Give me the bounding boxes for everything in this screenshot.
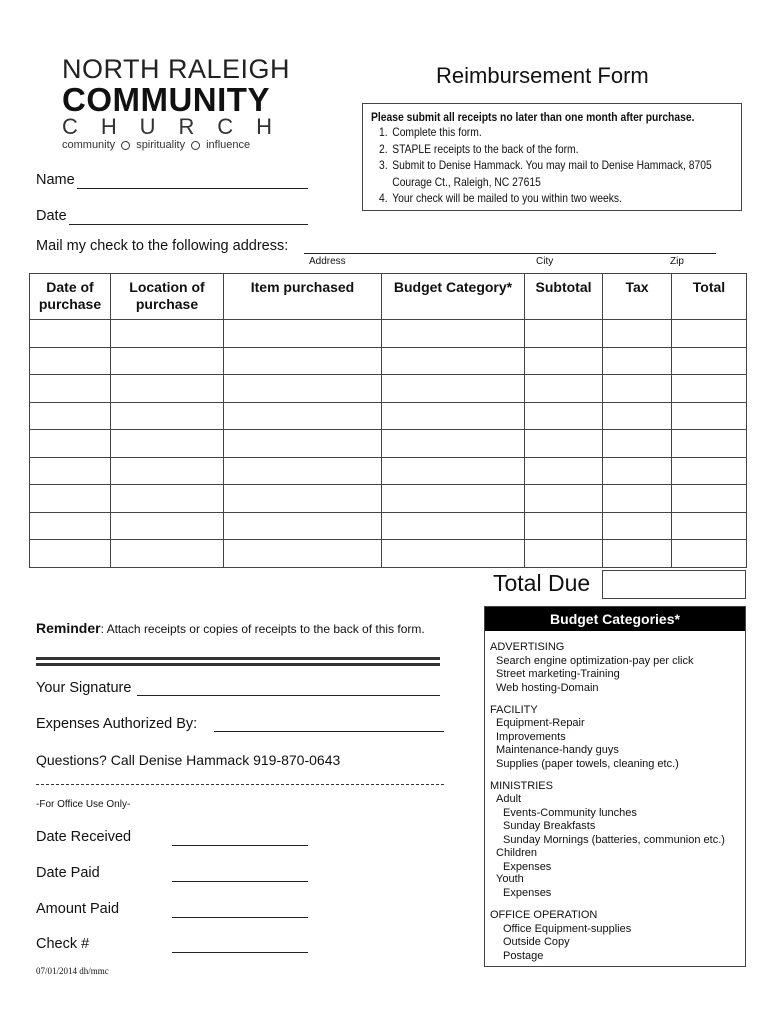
- category-item: Sunday Breakfasts: [503, 820, 596, 832]
- expense-table: [29, 273, 747, 568]
- table-cell[interactable]: [382, 430, 525, 458]
- table-cell[interactable]: [525, 457, 603, 485]
- instructions-box: [362, 103, 742, 211]
- table-cell[interactable]: [525, 430, 603, 458]
- table-row: [30, 375, 747, 403]
- instructions-heading: Please submit all receipts no later than one month after purchase.: [371, 110, 695, 124]
- check-number-label: Check #: [36, 936, 90, 952]
- instruction-step: 2. STAPLE receipts to the back of the form.: [391, 141, 718, 158]
- reminder-label: Reminder: [36, 620, 101, 636]
- category-item: Outside Copy: [503, 936, 570, 948]
- category-item: Expenses: [503, 861, 552, 873]
- table-cell[interactable]: [672, 320, 747, 348]
- table-row: [30, 457, 747, 485]
- table-cell[interactable]: [525, 320, 603, 348]
- logo-letter: U: [139, 114, 156, 139]
- category-item: Office Equipment-supplies: [503, 923, 632, 935]
- instruction-step: 4. Your check will be mailed to you within two weeks.: [391, 190, 718, 207]
- table-cell[interactable]: [382, 540, 525, 568]
- table-cell[interactable]: [224, 430, 382, 458]
- table-cell[interactable]: [382, 320, 525, 348]
- tagline-word: community: [62, 139, 116, 151]
- table-cell[interactable]: [603, 320, 672, 348]
- table-cell[interactable]: [672, 430, 747, 458]
- table-cell[interactable]: [603, 457, 672, 485]
- table-cell[interactable]: [30, 457, 111, 485]
- cut-line: [36, 784, 444, 785]
- tagline-word: spirituality: [136, 139, 186, 151]
- circle-separator-icon: [191, 141, 200, 150]
- date-received-label: Date Received: [36, 829, 132, 845]
- reminder-body: : Attach receipts or copies of receipts to the back of this form.: [100, 622, 425, 636]
- date-paid-field[interactable]: [172, 881, 308, 882]
- amount-paid-label: Amount Paid: [36, 901, 120, 917]
- logo-line-1: NORTH RALEIGH: [62, 54, 291, 84]
- table-cell[interactable]: [224, 320, 382, 348]
- logo-tagline: [62, 139, 250, 151]
- signature-label: Your Signature: [36, 680, 132, 696]
- table-row: [30, 540, 747, 568]
- tagline-word: influence: [206, 139, 251, 151]
- logo-letter: H: [100, 114, 117, 139]
- category-facility: FACILITY: [490, 704, 538, 716]
- instructions-list: [363, 124, 717, 207]
- table-cell[interactable]: [382, 457, 525, 485]
- table-cell[interactable]: [111, 347, 224, 375]
- logo-line-3: [62, 114, 272, 140]
- category-office-operation: OFFICE OPERATION: [490, 909, 598, 921]
- subcategory-children: Children: [496, 847, 537, 859]
- col-header-location: Location of purchase: [111, 274, 224, 320]
- office-use-label: -For Office Use Only-: [36, 799, 131, 810]
- category-item: Sunday Mornings (batteries, communion etc.): [503, 834, 725, 846]
- category-item: Maintenance-handy guys: [496, 744, 619, 756]
- table-cell[interactable]: [224, 347, 382, 375]
- address-caption: Address: [309, 256, 346, 267]
- table-cell[interactable]: [382, 347, 525, 375]
- table-cell[interactable]: [111, 402, 224, 430]
- col-header-date: Date of purchase: [30, 274, 111, 320]
- category-item: Supplies (paper towels, cleaning etc.): [496, 758, 679, 770]
- category-ministries: MINISTRIES: [490, 780, 553, 792]
- table-cell[interactable]: [30, 540, 111, 568]
- table-cell[interactable]: [111, 540, 224, 568]
- col-header-tax: Tax: [603, 274, 672, 320]
- table-row: [30, 402, 747, 430]
- table-cell[interactable]: [382, 512, 525, 540]
- table-cell[interactable]: [30, 430, 111, 458]
- table-cell[interactable]: [603, 430, 672, 458]
- logo-letter: H: [256, 114, 272, 139]
- instruction-step: 1. Complete this form.: [391, 124, 718, 141]
- table-row: [30, 320, 747, 348]
- circle-separator-icon: [121, 141, 130, 150]
- table-cell[interactable]: [30, 402, 111, 430]
- table-cell[interactable]: [603, 512, 672, 540]
- instruction-step: 3. Submit to Denise Hammack. You may mail to Denise Hammack, 8705 Courage Ct., Raleigh, NC 27615: [391, 157, 718, 190]
- logo-letter: C: [62, 114, 78, 139]
- table-cell[interactable]: [525, 347, 603, 375]
- budget-categories-box: [484, 606, 746, 967]
- category-item: Search engine optimization-pay per click: [496, 655, 694, 667]
- table-cell[interactable]: [111, 320, 224, 348]
- table-cell[interactable]: [672, 540, 747, 568]
- table-cell[interactable]: [224, 540, 382, 568]
- signature-field[interactable]: [137, 695, 440, 696]
- table-cell[interactable]: [30, 485, 111, 513]
- date-paid-label: Date Paid: [36, 865, 100, 881]
- name-field[interactable]: [77, 188, 308, 189]
- check-number-field[interactable]: [172, 952, 308, 953]
- amount-paid-field[interactable]: [172, 917, 308, 918]
- church-logo: [62, 54, 291, 156]
- category-item: Equipment-Repair: [496, 717, 585, 729]
- table-header-row: [30, 274, 747, 320]
- total-due-field[interactable]: [602, 570, 746, 599]
- table-cell[interactable]: [672, 485, 747, 513]
- city-caption: City: [536, 256, 554, 267]
- col-header-total: Total: [672, 274, 747, 320]
- category-item: Postage: [503, 950, 544, 962]
- table-cell[interactable]: [603, 375, 672, 403]
- table-cell[interactable]: [525, 485, 603, 513]
- category-item: Street marketing-Training: [496, 668, 620, 680]
- col-header-item: Item purchased: [224, 274, 382, 320]
- table-cell[interactable]: [30, 512, 111, 540]
- table-cell[interactable]: [224, 375, 382, 403]
- mail-address-label: Mail my check to the following address:: [36, 238, 289, 254]
- table-cell[interactable]: [382, 402, 525, 430]
- table-cell[interactable]: [672, 402, 747, 430]
- logo-letter: R: [178, 114, 195, 139]
- table-cell[interactable]: [525, 375, 603, 403]
- table-cell[interactable]: [224, 512, 382, 540]
- table-cell[interactable]: [111, 430, 224, 458]
- zip-caption: Zip: [670, 256, 684, 267]
- table-cell[interactable]: [224, 457, 382, 485]
- col-header-subtotal: Subtotal: [525, 274, 603, 320]
- table-cell[interactable]: [672, 512, 747, 540]
- logo-letter: C: [217, 114, 234, 139]
- table-cell[interactable]: [525, 402, 603, 430]
- category-item: Improvements: [496, 731, 566, 743]
- double-divider: [36, 657, 440, 666]
- form-title: Reimbursement Form: [436, 63, 649, 88]
- table-cell[interactable]: [603, 347, 672, 375]
- col-header-budget-category: Budget Category*: [382, 274, 525, 320]
- table-cell[interactable]: [672, 375, 747, 403]
- table-cell[interactable]: [111, 457, 224, 485]
- table-row: [30, 512, 747, 540]
- table-cell[interactable]: [525, 540, 603, 568]
- table-cell[interactable]: [672, 457, 747, 485]
- table-cell[interactable]: [672, 347, 747, 375]
- date-received-field[interactable]: [172, 845, 308, 846]
- table-row: [30, 430, 747, 458]
- table-cell[interactable]: [111, 512, 224, 540]
- budget-categories-heading: Budget Categories*: [485, 607, 745, 631]
- mail-address-field[interactable]: [304, 253, 716, 254]
- table-cell[interactable]: [603, 402, 672, 430]
- expenses-authorized-label: Expenses Authorized By:: [36, 716, 198, 732]
- questions-contact: Questions? Call Denise Hammack 919-870-0643: [36, 752, 341, 768]
- table-cell[interactable]: [603, 540, 672, 568]
- table-row: [30, 485, 747, 513]
- date-field[interactable]: [69, 224, 308, 225]
- table-cell[interactable]: [224, 485, 382, 513]
- table-cell[interactable]: [382, 485, 525, 513]
- table-cell[interactable]: [30, 320, 111, 348]
- table-cell[interactable]: [111, 485, 224, 513]
- table-cell[interactable]: [382, 375, 525, 403]
- table-row: [30, 347, 747, 375]
- table-cell[interactable]: [30, 375, 111, 403]
- logo-line-2: COMMUNITY: [62, 81, 270, 118]
- subcategory-youth: Youth: [496, 873, 524, 885]
- reminder-text: [36, 620, 425, 636]
- expenses-authorized-field[interactable]: [214, 731, 444, 732]
- table-cell[interactable]: [30, 347, 111, 375]
- table-cell[interactable]: [224, 402, 382, 430]
- category-item: Expenses: [503, 887, 552, 899]
- total-due-label: Total Due: [493, 570, 591, 596]
- category-advertising: ADVERTISING: [490, 641, 565, 653]
- category-item: Events-Community lunches: [503, 807, 637, 819]
- form-version-footer: 07/01/2014 dh/mmc: [36, 966, 109, 976]
- date-label: Date: [36, 208, 67, 224]
- subcategory-adult: Adult: [496, 793, 522, 805]
- table-cell[interactable]: [111, 375, 224, 403]
- table-cell[interactable]: [525, 512, 603, 540]
- category-item: Web hosting-Domain: [496, 682, 599, 694]
- table-cell[interactable]: [603, 485, 672, 513]
- name-label: Name: [36, 172, 75, 188]
